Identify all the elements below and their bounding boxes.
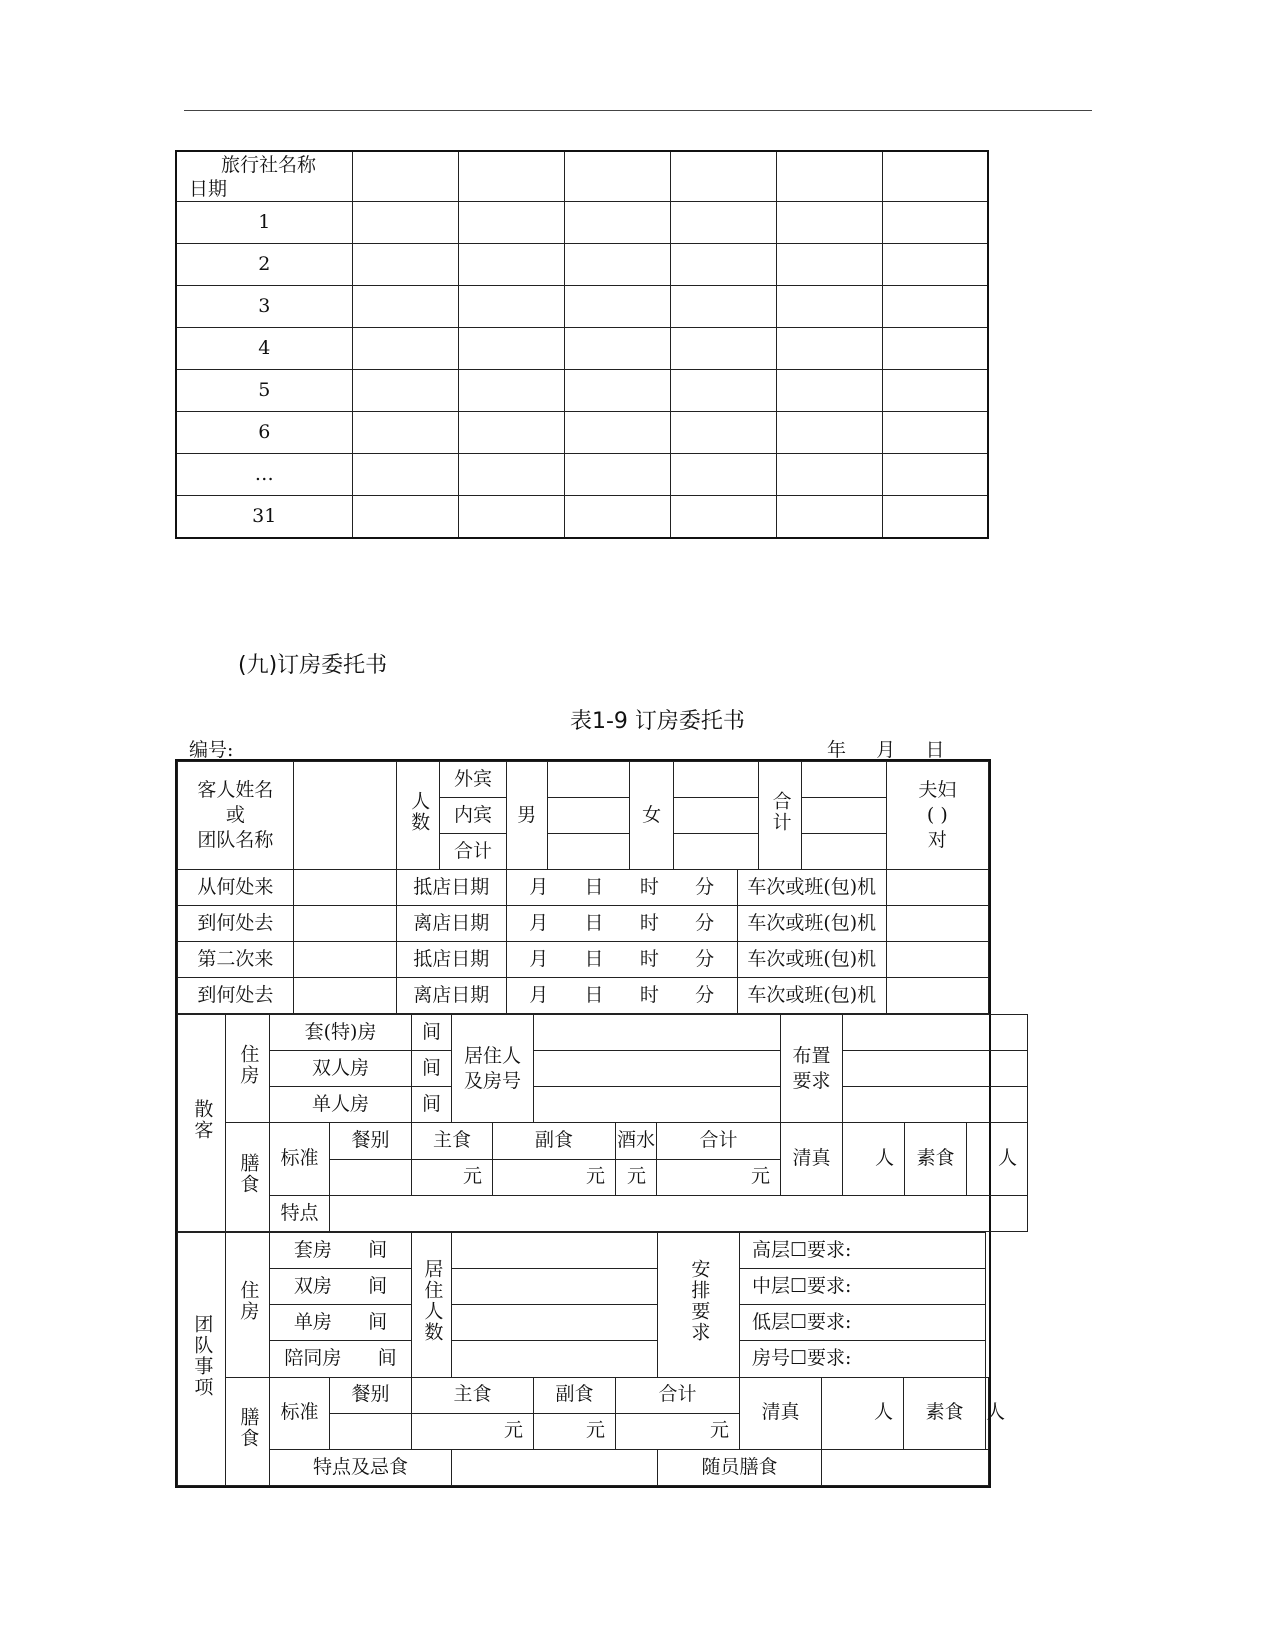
travel-label: 到何处去 [178,978,294,1014]
group-staple-label: 主食 [412,1377,534,1413]
halal-count-field[interactable]: 人 [843,1123,905,1195]
group-side-dish-label: 副食 [534,1377,616,1413]
subtotal-label: 合计 [440,834,506,870]
data-cell[interactable] [670,412,776,454]
data-cell[interactable] [776,370,882,412]
lodging-label: 住房 [226,1015,270,1123]
resident-field[interactable] [452,1341,658,1377]
couple-label: 夫妇 ( ) 对 [886,762,988,870]
male-foreign-field[interactable] [547,762,630,798]
group-vegetarian-count-field[interactable]: 人 [986,1377,989,1449]
data-cell[interactable] [458,412,564,454]
datetime-field[interactable]: 月 日 时 分 [506,978,737,1014]
data-cell[interactable] [882,244,988,286]
day-number: … [176,454,352,496]
suite-label: 套房 间 [270,1233,412,1269]
group-lodging-label: 住房 [226,1233,270,1378]
layout-field[interactable] [843,1015,1028,1051]
data-cell[interactable] [882,370,988,412]
features-field[interactable] [330,1195,1028,1231]
table-row [176,244,988,286]
group-affairs-table [177,1232,1006,1486]
female-foreign-field[interactable] [673,762,758,798]
agency-cell[interactable] [564,151,670,202]
guest-travel-table [177,761,989,1014]
standard-label: 标准 [270,1123,330,1195]
side-dish-amount-field[interactable]: 元 [493,1159,616,1195]
escort-meals-field[interactable] [822,1449,989,1485]
occupants-field[interactable] [534,1087,781,1123]
data-cell[interactable] [670,244,776,286]
serial-number-label: 编号: [189,739,234,761]
datetime-field[interactable]: 月 日 时 分 [506,870,737,906]
features-label: 特点 [270,1195,330,1231]
data-cell[interactable] [670,370,776,412]
data-cell[interactable] [352,244,458,286]
single-room-label: 单人房 [270,1087,412,1123]
individual-guest-table [177,1014,1028,1232]
halal-label: 清真 [781,1123,843,1195]
travel-label: 从何处来 [178,870,294,906]
form-caption: 表1-9 订房委托书 [570,709,745,734]
table-row [176,202,988,244]
total-foreign-field[interactable] [801,762,886,798]
single-label: 单房 间 [270,1305,412,1341]
room-unit: 间 [412,1015,452,1051]
group-standard-label: 标准 [270,1377,330,1449]
travel-place-field[interactable] [293,942,396,978]
day-number: 4 [176,328,352,370]
data-cell[interactable] [776,496,882,539]
travel-date-label: 离店日期 [397,978,507,1014]
data-cell[interactable] [458,328,564,370]
data-cell[interactable] [564,370,670,412]
resident-field[interactable] [452,1305,658,1341]
data-cell[interactable] [882,496,988,539]
staple-amount-field[interactable]: 元 [412,1159,493,1195]
group-halal-label: 清真 [740,1377,822,1449]
data-cell[interactable] [352,328,458,370]
table-row [176,454,988,496]
data-cell[interactable] [670,202,776,244]
meal-total-label: 合计 [657,1123,781,1159]
agency-cell[interactable] [458,151,564,202]
data-cell[interactable] [776,328,882,370]
data-cell[interactable] [352,496,458,539]
table-row [176,370,988,412]
double-label: 双房 间 [270,1269,412,1305]
data-cell[interactable] [882,454,988,496]
features-taboos-label: 特点及忌食 [270,1449,452,1485]
data-cell[interactable] [670,286,776,328]
female-subtotal-field[interactable] [673,834,758,870]
male-subtotal-field[interactable] [547,834,630,870]
form-date [827,735,944,762]
meals-label: 膳食 [226,1123,270,1232]
travel-label: 第二次来 [178,942,294,978]
domestic-label: 内宾 [440,798,506,834]
meal-type-label: 餐别 [330,1123,412,1159]
data-cell[interactable] [882,286,988,328]
total-domestic-field[interactable] [801,798,886,834]
transport-label: 车次或班(包)机 [737,906,886,942]
transport-field[interactable] [886,906,988,942]
agency-cell[interactable] [882,151,988,202]
transport-field[interactable] [886,870,988,906]
data-cell[interactable] [776,412,882,454]
features-taboos-field[interactable] [452,1449,658,1485]
data-cell[interactable] [776,202,882,244]
data-cell[interactable] [564,202,670,244]
group-meal-total-amount-field[interactable]: 元 [616,1413,740,1449]
booking-form [175,759,1018,1488]
travel-date-label: 抵店日期 [397,870,507,906]
transport-label: 车次或班(包)机 [737,870,886,906]
agency-cell[interactable] [670,151,776,202]
resident-count-label: 居住人数 [412,1233,452,1378]
travel-date-label: 离店日期 [397,906,507,942]
transport-field[interactable] [886,978,988,1014]
drinks-amount-field[interactable]: 元 [616,1159,657,1195]
group-staple-amount-field[interactable]: 元 [412,1413,534,1449]
high-floor-field[interactable]: 高层☐要求: [740,1233,986,1269]
day-number: 5 [176,370,352,412]
data-cell[interactable] [670,496,776,539]
table-header-row [176,151,988,202]
agency-cell[interactable] [776,151,882,202]
day-number: 6 [176,412,352,454]
data-cell[interactable] [564,244,670,286]
vegetarian-label: 素食 [905,1123,967,1195]
individual-label: 散客 [178,1015,226,1232]
group-halal-count-field[interactable]: 人 [822,1377,904,1449]
total-subtotal-field[interactable] [801,834,886,870]
data-cell[interactable] [776,244,882,286]
mid-floor-field[interactable]: 中层☐要求: [740,1269,986,1305]
year-label: 年 [827,739,847,761]
male-domestic-field[interactable] [547,798,630,834]
foreign-label: 外宾 [440,762,506,798]
resident-field[interactable] [452,1233,658,1269]
group-vegetarian-label: 素食 [904,1377,986,1449]
group-meal-total-label: 合计 [616,1377,740,1413]
double-room-label: 双人房 [270,1051,412,1087]
data-cell[interactable] [564,496,670,539]
travel-label: 到何处去 [178,906,294,942]
diagonal-header-cell [176,151,352,202]
guest-name-label: 客人姓名 或 团队名称 [178,762,294,870]
occupants-field[interactable] [534,1051,781,1087]
header-rule [184,110,1092,111]
data-cell[interactable] [670,328,776,370]
data-cell[interactable] [458,244,564,286]
day-number: 31 [176,496,352,539]
side-dish-label: 副食 [493,1123,616,1159]
day-number: 2 [176,244,352,286]
date-label: 日期 [189,178,228,200]
group-meals-label: 膳食 [226,1377,270,1485]
female-domestic-field[interactable] [673,798,758,834]
drinks-label: 酒水 [616,1123,657,1159]
data-cell[interactable] [564,412,670,454]
travel-place-field[interactable] [293,906,396,942]
data-cell[interactable] [564,286,670,328]
datetime-field[interactable]: 月 日 时 分 [506,942,737,978]
data-cell[interactable] [352,202,458,244]
data-cell[interactable] [882,202,988,244]
vegetarian-count-field[interactable]: 人 [967,1123,1028,1195]
total-label: 合计 [758,762,801,870]
travel-row [178,942,989,978]
low-floor-field[interactable]: 低层☐要求: [740,1305,986,1341]
data-cell[interactable] [352,454,458,496]
table-row [176,286,988,328]
table-row [176,328,988,370]
occupants-field[interactable] [534,1015,781,1051]
table-row [176,496,988,539]
room-unit: 间 [412,1087,452,1123]
group-label: 团队事项 [178,1233,226,1486]
data-cell[interactable] [882,328,988,370]
meal-total-amount-field[interactable]: 元 [657,1159,781,1195]
section-title: (九)订房委托书 [238,653,388,678]
travel-row [178,906,989,942]
headcount-label: 人数 [397,762,440,870]
suite-special-label: 套(特)房 [270,1015,412,1051]
day-label: 日 [925,739,945,761]
guest-name-field[interactable] [293,762,396,870]
arrangement-label: 安排要求 [658,1233,740,1378]
data-cell[interactable] [352,412,458,454]
data-cell[interactable] [776,286,882,328]
table-row [176,412,988,454]
travel-place-field[interactable] [293,978,396,1014]
data-cell[interactable] [458,496,564,539]
agency-name-label: 旅行社名称 [221,154,317,176]
data-cell[interactable] [564,328,670,370]
room-number-field[interactable]: 房号☐要求: [740,1341,986,1377]
group-side-dish-amount-field[interactable]: 元 [534,1413,616,1449]
escort-meals-label: 随员膳食 [658,1449,822,1485]
data-cell[interactable] [458,286,564,328]
layout-field[interactable] [843,1087,1028,1123]
meal-type-field[interactable] [330,1159,412,1195]
data-cell[interactable] [776,454,882,496]
room-unit: 间 [412,1051,452,1087]
staple-label: 主食 [412,1123,493,1159]
layout-label: 布置 要求 [781,1015,843,1123]
transport-field[interactable] [886,942,988,978]
travel-place-field[interactable] [293,870,396,906]
agency-cell[interactable] [352,151,458,202]
data-cell[interactable] [564,454,670,496]
resident-field[interactable] [452,1269,658,1305]
data-cell[interactable] [670,454,776,496]
occupants-label: 居住人 及房号 [452,1015,534,1123]
transport-label: 车次或班(包)机 [737,978,886,1014]
transport-label: 车次或班(包)机 [737,942,886,978]
male-label: 男 [506,762,547,870]
group-meal-type-field[interactable] [330,1413,412,1449]
data-cell[interactable] [458,202,564,244]
datetime-field[interactable]: 月 日 时 分 [506,906,737,942]
day-number: 1 [176,202,352,244]
month-label: 月 [876,739,896,761]
agency-date-table [175,150,989,539]
escort-room-label: 陪同房 间 [270,1341,412,1377]
data-cell[interactable] [352,370,458,412]
travel-row [178,870,989,906]
data-cell[interactable] [458,370,564,412]
female-label: 女 [630,762,673,870]
data-cell[interactable] [882,412,988,454]
data-cell[interactable] [458,454,564,496]
group-meal-type-label: 餐别 [330,1377,412,1413]
day-number: 3 [176,286,352,328]
travel-date-label: 抵店日期 [397,942,507,978]
data-cell[interactable] [352,286,458,328]
layout-field[interactable] [843,1051,1028,1087]
travel-row [178,978,989,1014]
